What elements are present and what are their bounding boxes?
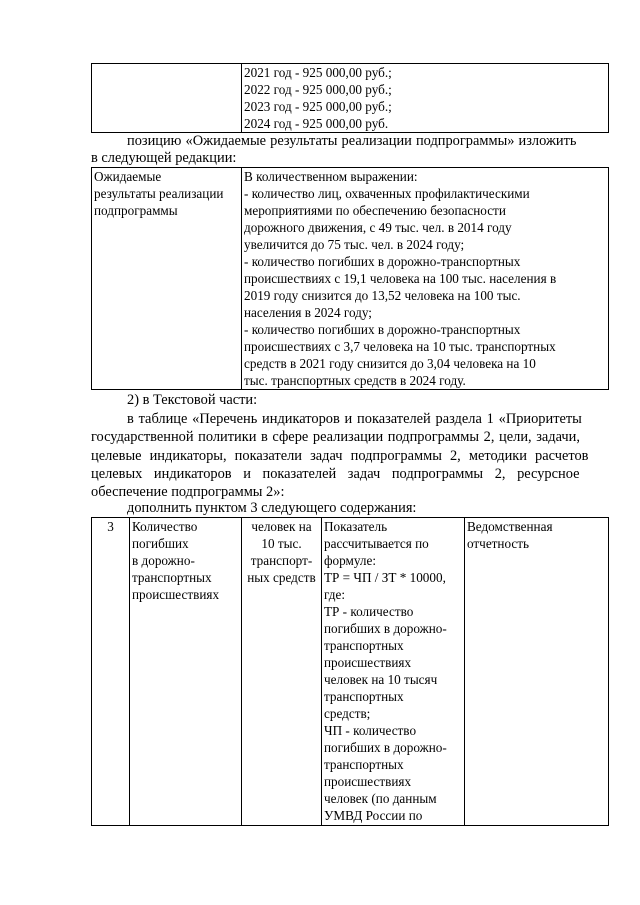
funding-line: 2023 год - 925 000,00 руб.; [244, 99, 392, 114]
indicator-method-line: средств; [324, 706, 371, 721]
indicator-unit-line: человек на [251, 519, 312, 534]
funding-label-cell [92, 64, 242, 133]
text-section-addition: дополнить пунктом 3 следующего содержания: [127, 500, 417, 516]
results-label-line: результаты реализации [94, 186, 224, 201]
intro-paragraph-line: в следующей редакции: [91, 150, 237, 166]
results-content-line: увеличится до 75 тыс. чел. в 2024 году; [244, 237, 465, 252]
results-content-cell [242, 168, 609, 390]
results-content-line: 2019 году снизится до 13,52 человека на 100 тыс. [244, 288, 521, 303]
indicator-method-line: ТР = ЧП / ЗТ * 10000, [324, 570, 446, 585]
text-section-paragraph-line: обеспечение подпрограммы 2»: [91, 484, 285, 500]
indicator-method-line: формуле: [324, 553, 376, 568]
indicator-method-line: происшествиях [324, 774, 412, 789]
indicator-method-line: УМВД России по [324, 808, 423, 823]
intro-paragraph-line: позицию «Ожидаемые результаты реализации подпрограммы» изложить [127, 133, 577, 149]
indicator-method-line: человек (по данным [324, 791, 437, 806]
results-content-line: средств в 2021 году снизится до 3,04 человека на 10 [244, 356, 536, 371]
indicator-name-line: погибших [132, 536, 189, 551]
text-section-paragraph-line: государственной политики в сфере реализации подпрограммы 2, цели, задачи, [91, 429, 580, 445]
funding-values-cell [242, 64, 609, 133]
funding-table [91, 63, 609, 133]
text-section-paragraph-line: целевых индикаторов и показателей задач подпрограммы 2, ресурсное [91, 466, 580, 482]
indicator-unit-line: 10 тыс. [261, 536, 302, 551]
indicator-name-line: Количество [132, 519, 198, 534]
funding-line: 2022 год - 925 000,00 руб.; [244, 82, 392, 97]
indicator-source-cell [465, 518, 609, 826]
indicator-number-cell [92, 518, 130, 826]
results-content-line: населения в 2024 году; [244, 305, 372, 320]
results-label-cell [92, 168, 242, 390]
indicator-method-line: человек на 10 тысяч [324, 672, 438, 687]
indicator-method-line: рассчитывается по [324, 536, 429, 551]
indicator-number: 3 [107, 519, 114, 534]
funding-line: 2021 год - 925 000,00 руб.; [244, 65, 392, 80]
indicator-name-cell [130, 518, 242, 826]
indicator-method-line: Показатель [324, 519, 388, 534]
results-label-line: Ожидаемые [94, 169, 162, 184]
indicator-source: Ведомственная отчетность [467, 519, 553, 551]
results-label-line: подпрограммы [94, 203, 178, 218]
results-content-line: тыс. транспортных средств в 2024 году. [244, 373, 466, 388]
indicator-method-line: погибших в дорожно- [324, 740, 447, 755]
indicator-method-line: ТР - количество [324, 604, 414, 619]
indicator-method-line: транспортных [324, 689, 404, 704]
indicator-unit-cell [242, 518, 322, 826]
indicator-name-line: происшествиях [132, 587, 220, 602]
indicator-unit-line: транспорт- [250, 553, 313, 568]
results-content-line: происшествиях с 3,7 человека на 10 тыс. транспортных [244, 339, 556, 354]
indicator-method-line: происшествиях [324, 655, 412, 670]
results-content-line: - количество погибших в дорожно-транспортных [244, 254, 521, 269]
text-section-paragraph-line: в таблице «Перечень индикаторов и показателей раздела 1 «Приоритеты [127, 411, 582, 427]
indicator-unit-line: ных средств [247, 570, 316, 585]
results-content-line: - количество погибших в дорожно-транспортных [244, 322, 521, 337]
indicator-method-line: транспортных [324, 757, 404, 772]
results-content-line: - количество лиц, охваченных профилактическими [244, 186, 530, 201]
indicator-name-line: транспортных [132, 570, 212, 585]
indicator-table [91, 517, 609, 826]
results-content-line: В количественном выражении: [244, 169, 418, 184]
indicator-method-line: транспортных [324, 638, 404, 653]
indicator-method-cell [322, 518, 465, 826]
indicator-method-line: ЧП - количество [324, 723, 417, 738]
results-content-line: мероприятиями по обеспечению безопасности [244, 203, 506, 218]
text-section-item: 2) в Текстовой части: [127, 392, 258, 408]
indicator-name-line: в дорожно- [132, 553, 195, 568]
indicator-method-line: где: [324, 587, 345, 602]
results-content-line: происшествиях с 19,1 человека на 100 тыс. населения в [244, 271, 557, 286]
funding-line: 2024 год - 925 000,00 руб. [244, 116, 389, 131]
text-section-paragraph-line: целевые индикаторы, показатели задач подпрограммы 2, методики расчетов [91, 448, 589, 464]
results-table [91, 167, 609, 390]
indicator-method-line: погибших в дорожно- [324, 621, 447, 636]
results-content-line: дорожного движения, с 49 тыс. чел. в 2014 году [244, 220, 512, 235]
